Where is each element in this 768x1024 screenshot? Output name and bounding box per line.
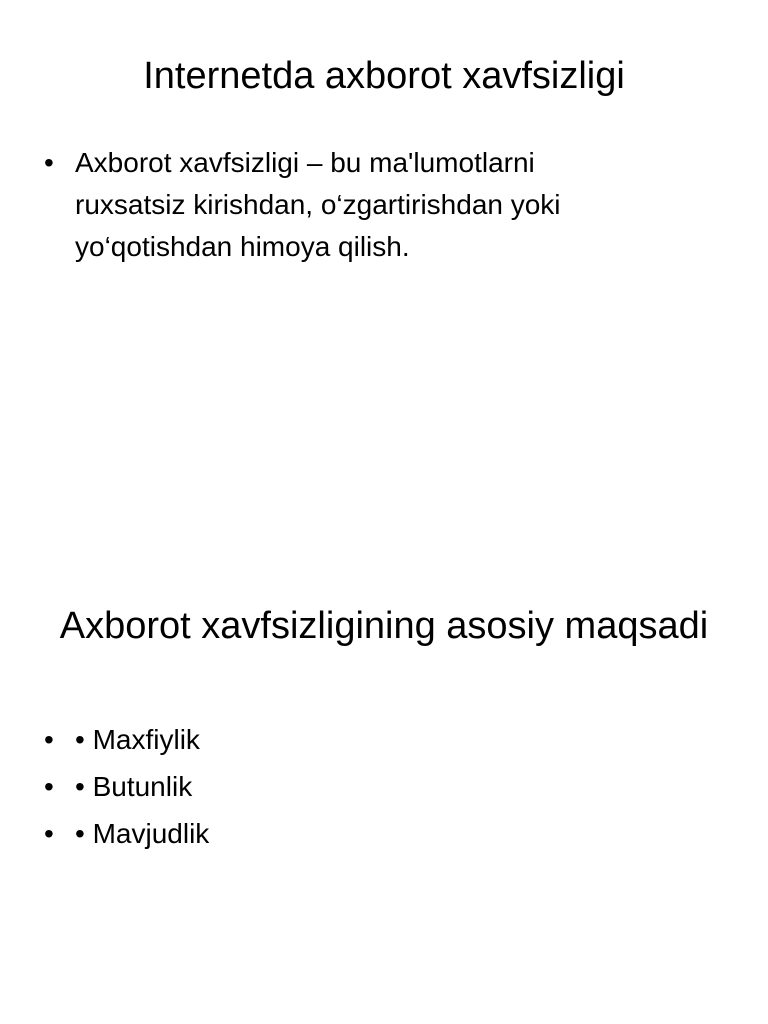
bullet-list (44, 716, 644, 857)
list-item (44, 763, 644, 810)
slide-2 (0, 512, 768, 1024)
slide-title: Internetda axborot xavfsizligi (143, 55, 625, 97)
list-item (44, 810, 644, 857)
bullet-text: Axborot xavfsizligi – bu ma'lumotlarni ruxsatsiz kirishdan, o‘zgartirishdan yoki yo‘qotishdan himoya qilish. (75, 147, 561, 262)
bullet-text: • Maxfiylik (75, 724, 200, 755)
bullet-text: • Butunlik (75, 771, 193, 802)
list-item (44, 142, 644, 268)
list-item (44, 716, 644, 763)
bullet-icon: • (44, 771, 54, 802)
bullet-icon: • (44, 818, 54, 849)
bullet-icon: • (44, 724, 54, 755)
bullet-list (44, 142, 644, 268)
bullet-icon: • (44, 147, 54, 178)
slide-title: Axborot xavfsizligining asosiy maqsadi (59, 605, 709, 647)
bullet-text: • Mavjudlik (75, 818, 210, 849)
